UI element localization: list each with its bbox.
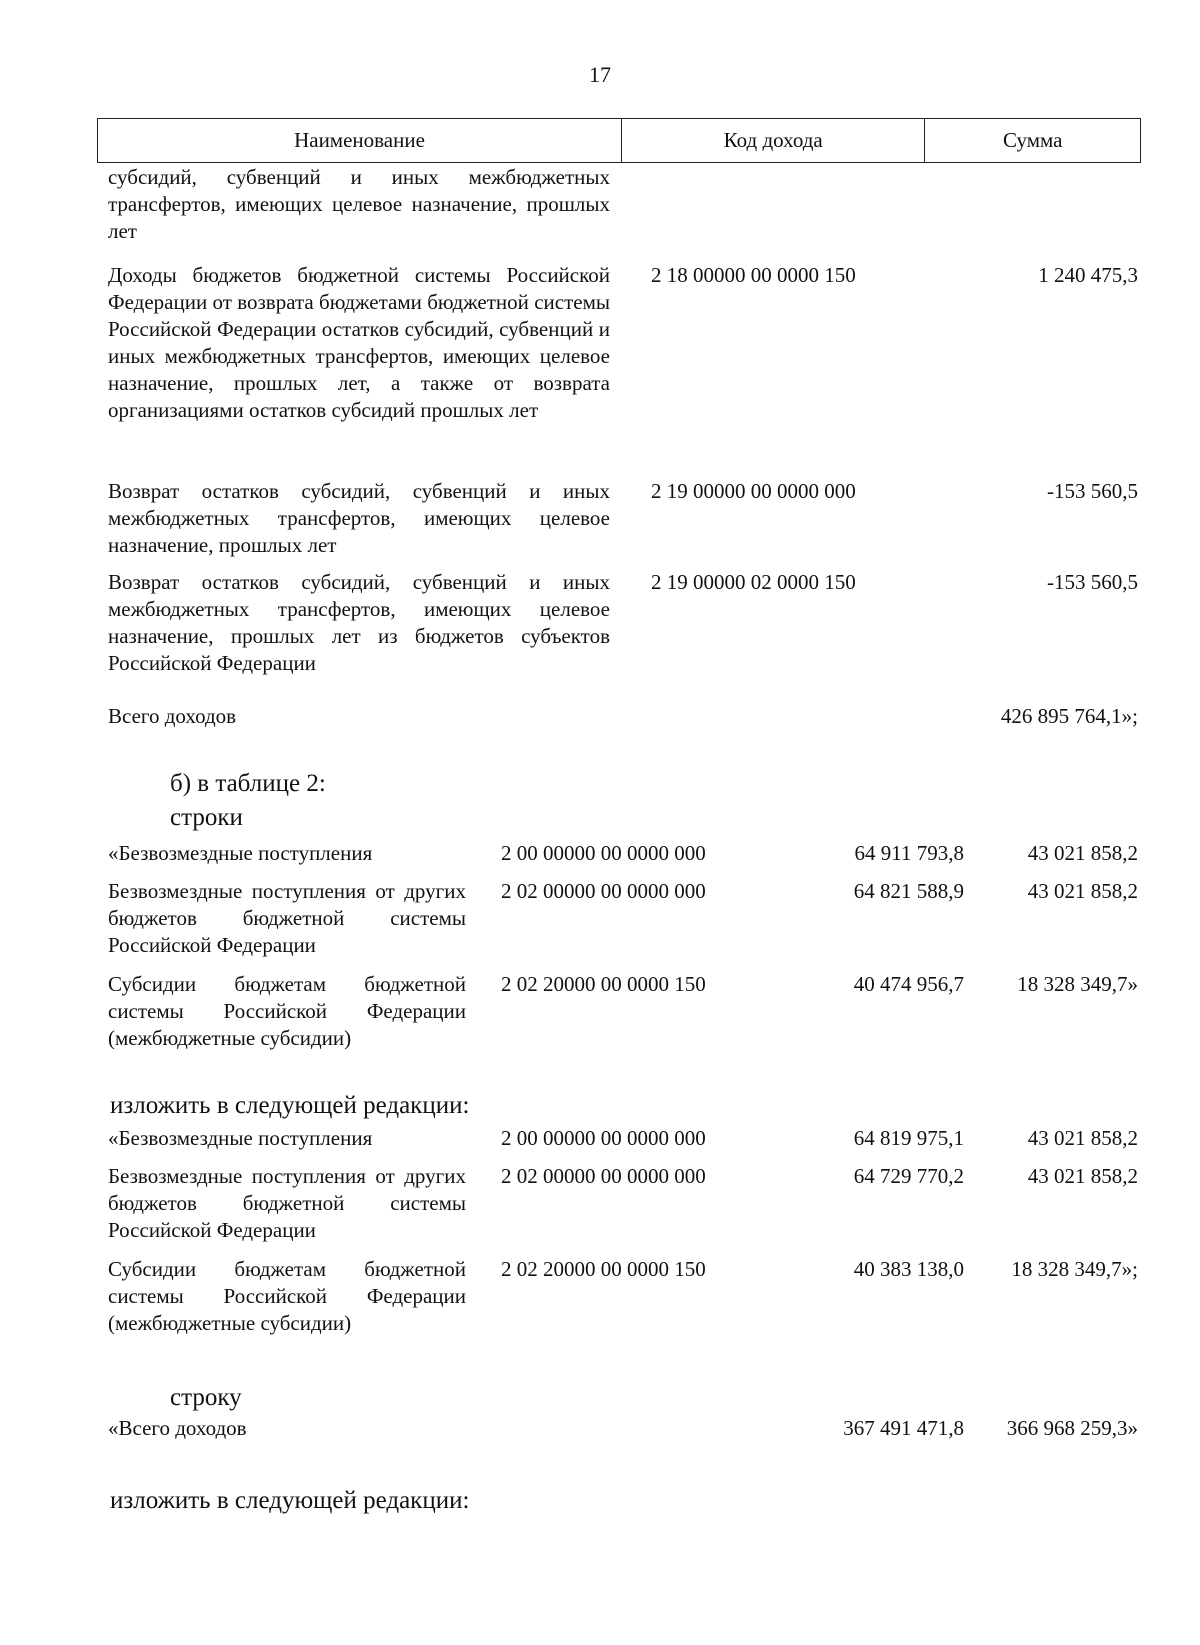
row-name: «Безвозмездные поступления — [108, 1126, 373, 1150]
table-header — [97, 118, 1141, 163]
row-name: «Всего доходов — [108, 1416, 247, 1440]
row-code: 2 19 00000 00 0000 000 — [651, 479, 856, 503]
row-sum: 426 895 764,1»; — [1000, 704, 1138, 728]
row-code: 2 00 00000 00 0000 000 — [501, 1126, 706, 1150]
row-code: 2 00 00000 00 0000 000 — [501, 841, 706, 865]
row-value-2: 43 021 858,2 — [1027, 1164, 1138, 1188]
line-label: строку — [170, 1384, 242, 1411]
row-name: Возврат остатков субсидий, субвенций и иных межбюджетных трансфертов, имеющих целевое назначение, прошлых лет из бюджетов субъектов Российской Федерации — [108, 570, 610, 675]
header-code: Код дохода — [622, 119, 925, 162]
row-code: 2 02 00000 00 0000 000 — [501, 879, 706, 903]
row-value-2: 18 328 349,7»; — [1011, 1257, 1138, 1281]
row-value-1: 64 819 975,1 — [853, 1126, 964, 1150]
row-name: Безвозмездные поступления от других бюджетов бюджетной системы Российской Федерации — [108, 1164, 466, 1242]
replace-label: изложить в следующей редакции: — [110, 1487, 470, 1514]
row-name: «Безвозмездные поступления — [108, 841, 373, 865]
row-sum: 1 240 475,3 — [1038, 263, 1138, 287]
row-name: Субсидии бюджетам бюджетной системы Российской Федерации (межбюджетные субсидии) — [108, 972, 466, 1050]
page-number: 17 — [589, 62, 611, 87]
row-code: 2 02 20000 00 0000 150 — [501, 972, 706, 996]
row-value-2: 43 021 858,2 — [1027, 841, 1138, 865]
row-value-1: 40 474 956,7 — [853, 972, 964, 996]
row-value-1: 64 821 588,9 — [853, 879, 964, 903]
row-value-1: 367 491 471,8 — [843, 1416, 964, 1440]
section-heading: б) в таблице 2: — [170, 770, 326, 797]
lines-label: строки — [170, 804, 243, 831]
row-name: Безвозмездные поступления от других бюджетов бюджетной системы Российской Федерации — [108, 879, 466, 957]
row-name: Доходы бюджетов бюджетной системы Российской Федерации от возврата бюджетами бюджетной системы Российской Федерации остатков субсидий, субвенций и иных межбюджетных трансфертов, имеющих целевое назначение, прошлых лет, а также от возврата организациями остатков субсидий прошлых лет — [108, 263, 610, 422]
row-code: 2 18 00000 00 0000 150 — [651, 263, 856, 287]
row-value-2: 366 968 259,3» — [1006, 1416, 1138, 1440]
row-value-2: 43 021 858,2 — [1027, 879, 1138, 903]
row-name: Всего доходов — [108, 704, 237, 728]
row-name: Субсидии бюджетам бюджетной системы Российской Федерации (межбюджетные субсидии) — [108, 1257, 466, 1335]
header-sum: Сумма — [1002, 128, 1063, 152]
row-sum: -153 560,5 — [1047, 479, 1138, 503]
header-name: Наименование — [98, 119, 622, 162]
row-sum: -153 560,5 — [1047, 570, 1138, 594]
row-value-1: 64 911 793,8 — [854, 841, 964, 865]
row-value-2: 43 021 858,2 — [1027, 1126, 1138, 1150]
row-name: Возврат остатков субсидий, субвенций и иных межбюджетных трансфертов, имеющих целевое назначение, прошлых лет — [108, 479, 610, 557]
row-code: 2 19 00000 02 0000 150 — [651, 570, 856, 594]
row-code: 2 02 20000 00 0000 150 — [501, 1257, 706, 1281]
row-code: 2 02 00000 00 0000 000 — [501, 1164, 706, 1188]
row-value-2: 18 328 349,7» — [1017, 972, 1138, 996]
row-value-1: 64 729 770,2 — [853, 1164, 964, 1188]
row-name: субсидий, субвенций и иных межбюджетных трансфертов, имеющих целевое назначение, прошлых лет — [108, 165, 610, 243]
row-value-1: 40 383 138,0 — [853, 1257, 964, 1281]
replace-label: изложить в следующей редакции: — [110, 1092, 470, 1119]
